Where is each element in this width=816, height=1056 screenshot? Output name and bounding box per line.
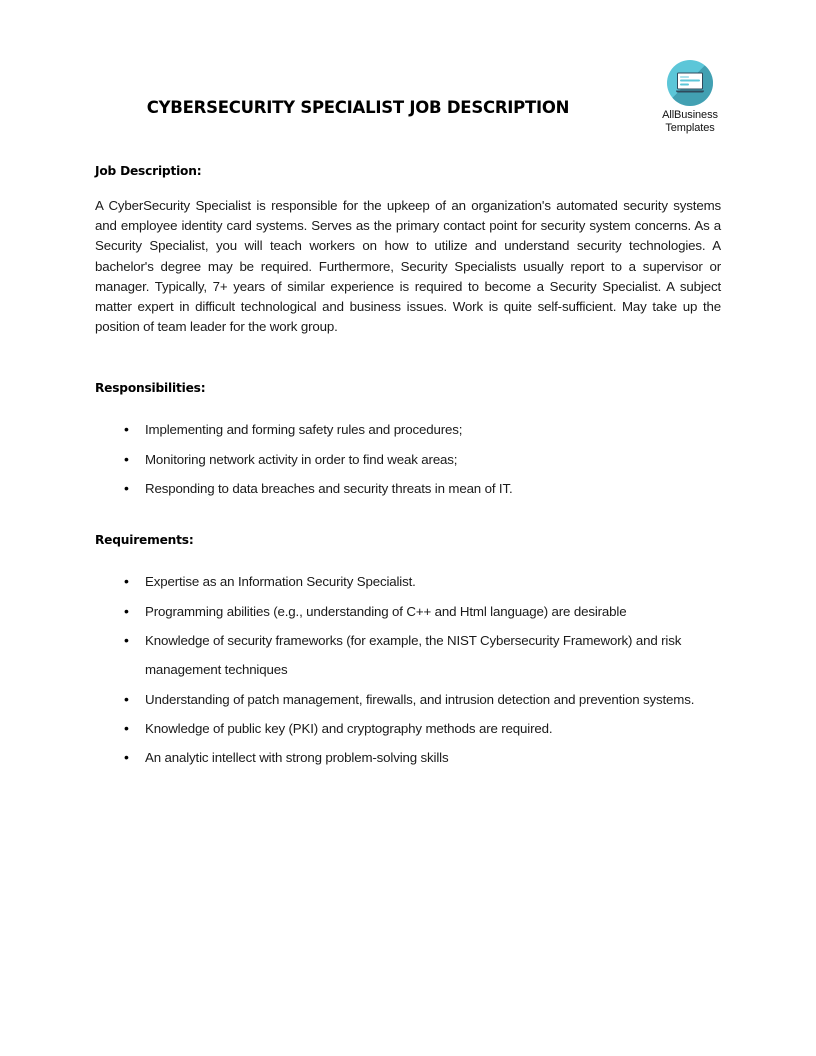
list-item [95,567,721,596]
list-item-label: Programming abilities (e.g., understanding of C++ and Html language) are desirable [145,603,627,619]
bullet-icon: • [124,749,129,766]
job-description-paragraph: A CyberSecurity Specialist is responsible for the upkeep of an organization's automated security systems and employee identity card systems. Serves as the primary contact point for security system concerns. As a Security Specialist, you will teach workers on how to utilize and understand security technologies. A bachelor's degree may be required. Furthermore, Security Specialists usually report to a supervisor or manager. Typically, 7+ years of similar experience is required to become a Security Specialist. A subject matter expert in difficult technological and business issues. Work is quite self-sufficient. May take up the position of team leader for the work group. [95,198,721,335]
requirements-list [95,567,721,772]
bullet-icon: • [124,421,129,438]
allbusiness-templates-logo[interactable] [654,60,726,134]
bullet-icon: • [124,450,129,467]
page-title: CYBERSECURITY SPECIALIST JOB DESCRIPTION [146,98,570,117]
list-item [95,474,721,503]
list-item [95,626,721,685]
list-item-label: An analytic intellect with strong problem-solving skills [145,750,449,766]
section-responsibilities [95,381,721,503]
list-item [95,743,721,772]
list-item-label: Knowledge of security frameworks (for example, the NIST Cybersecurity Framework) and risk management techniques [145,632,682,678]
list-item-label: Expertise as an Information Security Specialist. [145,574,416,590]
logo-brand-line-1: AllBusiness [662,109,718,121]
list-item [95,685,721,714]
list-item [95,597,721,626]
list-item [95,415,721,444]
list-item-label: Monitoring network activity in order to find weak areas; [145,451,458,467]
section-requirements [95,533,721,772]
laptop-document-icon [676,73,704,93]
list-item-label: Implementing and forming safety rules and procedures; [145,422,463,438]
bullet-icon: • [124,690,129,707]
bullet-icon: • [124,573,129,590]
list-item [95,714,721,743]
bullet-icon: • [124,480,129,497]
section-job-description [95,164,721,337]
list-item-label: Responding to data breaches and security threats in mean of IT. [145,481,513,497]
list-item-label: Understanding of patch management, firewalls, and intrusion detection and prevention systems. [145,691,695,707]
section-heading-responsibilities: Responsibilities: [95,381,206,396]
section-spacer [95,337,721,381]
bullet-icon: • [124,602,129,619]
bullet-icon: • [124,631,129,648]
responsibilities-list [95,415,721,503]
section-heading-requirements: Requirements: [95,533,194,548]
bullet-icon: • [124,719,129,736]
heading-spacer [95,395,721,415]
section-heading-job-description: Job Description: [95,164,202,178]
list-item [95,445,721,474]
section-spacer [95,503,721,533]
logo-brand-line-2: Templates [665,121,715,134]
list-item-label: Knowledge of public key (PKI) and cryptography methods are required. [145,720,553,736]
document-body [95,164,721,772]
heading-spacer [95,547,721,567]
